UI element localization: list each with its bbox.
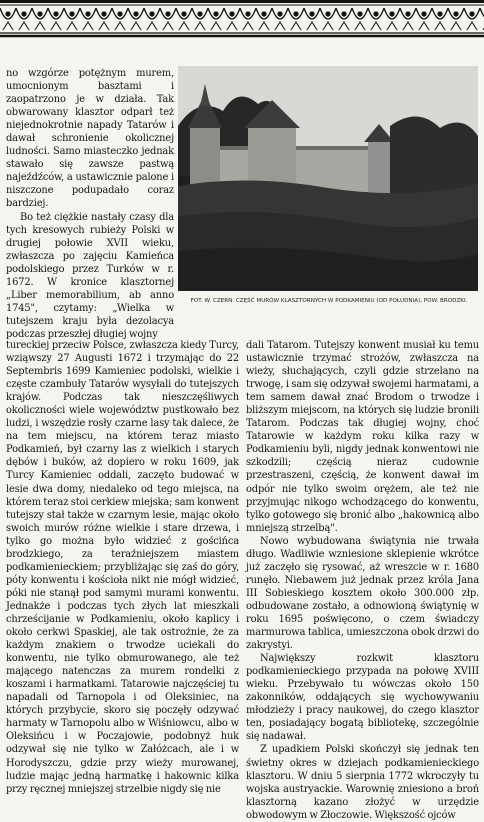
photo-caption: FOT. W. CZERN. CZĘŚĆ MURÓW KLASZTORNYCH W PODKAMIENIU (OD POŁUDNIA), POW. BRODZKI. xyxy=(190,298,468,304)
column-right xyxy=(246,339,479,822)
paragraph: tureckiej przeciw Polsce, zwłaszcza kiedy Turcy, wziąwszy 27 Augusti 1672 i trzymając do 22 Septembris 1699 Kamieniec podolski, wielkie i częste czambuły Tatarów wysyłali do tutejszych krajów. Podczas tak nieszczęśliwych okoliczności wiele województw pustkowało bez ludzi, i wszędzie rosły czarne lasy tak dalece, że na tem miejscu, na którem teraz miasto Podkamień, był czarny las z wielkich i starych dębów i buków, aż dopiero w roku 1609, jak Turcy Kamieniec oddali, zaczęto budować w lesie dwa domy, niedaleko od tego miejsca, na którem teraz stoi cerkiew miejska; sam konwent tutejszy stał także w czarnym lesie, mając około swoich murów różne wielkie i stare drzewa, i tylko go można było widzieć z gościńca brodzkiego, za teraźniejszem miastem podkamienieckiem; przybliżając się zaś do góry, póty konwentu i kościoła nikt nie mógł widzieć, póki nie stanął pod samymi murami konwentu. Jednakże i podczas tych złych lat mieszkali chrześcijanie w Podkamieniu, około kaplicy i około cerkwi Spaskiej, ale tak ostrożnie, że za każdym znakiem o trwodze uciekali do konwentu, nie tylko obmurowanego, ale też mającego natenczas za murem rondelki z koszami i harmatkami. Tatarowie najczęściej tu napadali od Tarnopola i od Oleksiniec, na których przybycie, skoro się poczęły odzywać harmaty w Tarnopolu albo w Wiśniowcu, albo w Oleksińcu i w Poczajowie, podobnyż huk odzywał się nie tylko w Załóżcach, ale i w Horodyszczu, gdzie przy wieży murowanej, ludzie mając jedną harmatkę i hakownic kilka przy ręcznej mniejszej strzelbie nigdy się nie xyxy=(6,340,239,795)
photo-monastery-walls xyxy=(178,66,478,291)
decorative-border xyxy=(0,0,484,46)
paragraph: dali Tatarom. Tutejszy konwent musiał ku temu ustawicznie trzymać strożów, zwłaszcza na wieży, słuchających, czyli gdzie strzelano na trwogę, i sam się odzywał swojemi harmatami, a tem samem dawał znać Brodom o trwodze i bliższym miejscom, na których się ludzie bronili Tatarom. Podczas tak długiej wojny, choć Tatarowie w każdym roku kilka razy w Podkamieniu byli, nigdy jednak konwentowi nie szkodzili; częścią nieraz cudownie przestraszeni, częścią, że konwent dawał im odpór nie tylko swoim orężem, ale też nie przyjmując nikogo wchodzącego do konwentu, tylko gotowego się bronić albo „hakownicą albo mniejszą strzelbą". xyxy=(246,340,479,534)
paragraph: no wzgórze potężnym murem, umocnionym basztami i zaopatrzono je w działa. Tak obwarowany klasztor odparł też niejednokrotnie napady Tatarów i dawał schronienie okolicznej ludności. Samo miasteczko jednak stawało się zawsze pastwą najeźdźców, a ustawicznie palone i niszczone podupadało coraz bardziej. xyxy=(6,68,174,210)
paragraph: Nowo wybudowana świątynia nie trwała długo. Wadliwie wzniesione sklepienie wkrótce już zaczęło się rysować, aż wreszcie w r. 1680 runęło. Niebawem już jednak przez króla Jana III Sobieskiego kosztem około 300.000 złp. odbudowane zostało, a odnowioną świątynię w roku 1695 poświęcono, o czem świadczy marmurowa tablica, umieszczona obok drzwi do zakrystyi. xyxy=(246,535,479,652)
column-left xyxy=(6,339,239,796)
paragraph: Największy rozkwit klasztoru podkamienieckiego przypada na połowę XVIII wieku. Przebywało tu wówczas około 150 zakonników, oddających się wychowywaniu młodzieży i pracy naukowej, do czego klasztor ten, posiadający bogatą bibliotekę, szczególnie się nadawał. xyxy=(246,653,479,743)
column-left-upper xyxy=(6,67,174,341)
paragraph: Bo też ciężkie nastały czasy dla tych kresowych rubieży Polski w drugiej połowie XVII wieku, zwłaszcza po zajęciu Kamieńca podolskiego przez Turków w r. 1672. W kronice klasztornej „Liber memorabilium, ab anno 1745", czytamy: „Wielka w tutejszem kraju była dezolacya podczas przeszłej długiej wojny xyxy=(6,211,174,340)
paragraph: Z upadkiem Polski skończył się jednak ten świetny okres w dziejach podkamienieckiego klasztoru. W dniu 5 sierpnia 1772 wkroczyły tu wojska austryackie. Warownię zniesiono a broń klasztorną kazano złożyć w urzędzie obwodowym w Złoczowie. Większość ojców xyxy=(246,744,479,821)
